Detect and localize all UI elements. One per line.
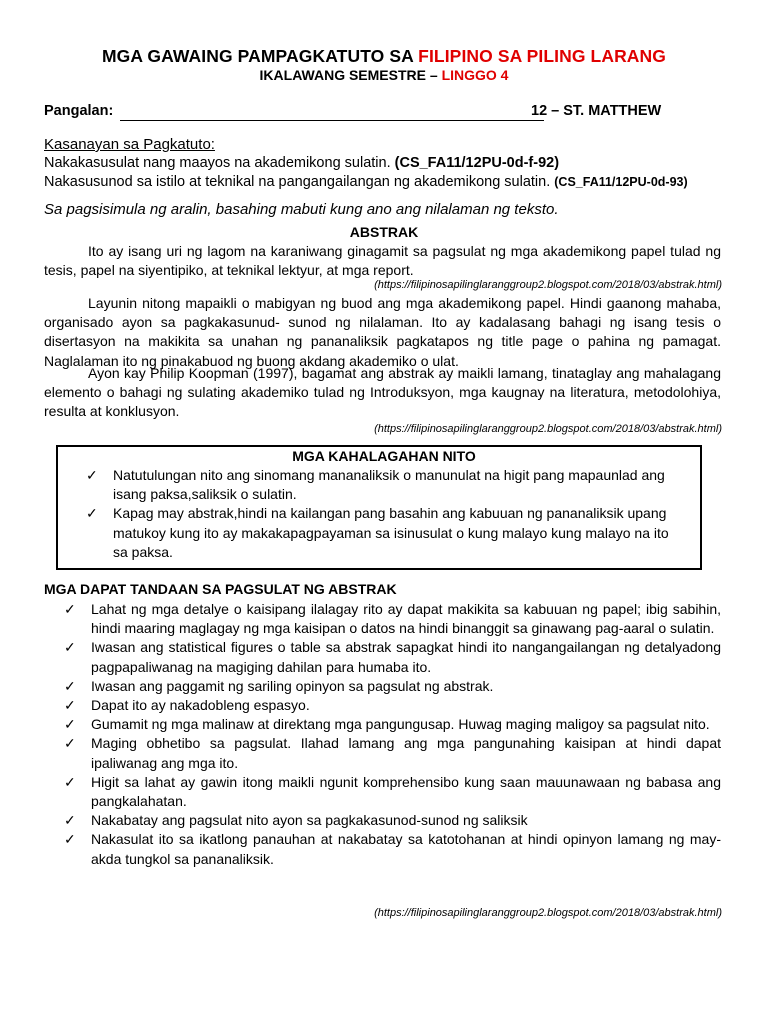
list-item: ✓ Nakasulat ito sa ikatlong panauhan at nakabatay sa katotohanan at hindi opinyon lamang ng may-akda tungkol sa pananaliksik. xyxy=(64,831,721,867)
list-item: ✓ Natutulungan nito ang sinomang mananaliksik o manunulat na higit pang mapaunlad ang isang paksa,saliksik o sulatin. xyxy=(86,467,665,503)
list-item: ✓ Iwasan ang paggamit ng sariling opinyon sa pagsulat ng abstrak. xyxy=(64,677,721,696)
worksheet-title xyxy=(0,46,768,67)
abstrak-paragraph-1: Ito ay isang uri ng lagom na karaniwang ginagamit sa pagsulat ng mga akademikong papel tulad ng tesis, papel na siyentipiko, at teknikal lektyur, at mga report. xyxy=(44,243,721,279)
subtitle-week: LINGGO 4 xyxy=(441,67,509,83)
competency-item: Nakasusunod sa istilo at teknikal na pangangailangan ng akademikong sulatin. (CS_FA11/12PU-0d-93) xyxy=(44,174,688,190)
title-subject: FILIPINO SA PILING LARANG xyxy=(418,46,666,66)
competency-code: (CS_FA11/12PU-0d-93) xyxy=(554,175,688,189)
source-citation: (https://filipinosapilinglaranggroup2.blogspot.com/2018/03/abstrak.html) xyxy=(374,907,722,919)
source-citation: (https://filipinosapilinglaranggroup2.blogspot.com/2018/03/abstrak.html) xyxy=(374,423,722,435)
competency-code: (CS_FA11/12PU-0d-f-92) xyxy=(394,155,560,171)
name-blank-line[interactable] xyxy=(120,103,544,121)
abstrak-paragraph-3: Ayon kay Philip Koopman (1997), bagamat ang abstrak ay maikli lamang, tinataglay ang mahalagang elemento o bahagi ng sulating akademiko tulad ng Introduksyon, mga kaugnay na literatura, metodolohiya, resulta at konklusyon. xyxy=(44,365,721,420)
source-citation: (https://filipinosapilinglaranggroup2.blogspot.com/2018/03/abstrak.html) xyxy=(374,279,722,291)
checkmark-icon: ✓ xyxy=(64,677,76,694)
checkmark-icon: ✓ xyxy=(64,716,76,733)
section-label: 12 – ST. MATTHEW xyxy=(531,103,662,119)
list-item: ✓ Kapag may abstrak,hindi na kailangan pang basahin ang kabuuan ng pananaliksik upang matukoy kung ito ay makakapagpayaman sa isinusulat o kung malayo kung malayo na ito sa paksa. xyxy=(86,505,669,560)
checkmark-icon: ✓ xyxy=(86,505,98,522)
abstrak-heading: ABSTRAK xyxy=(349,224,419,240)
list-item: ✓ Iwasan ang statistical figures o table sa abstrak sapagkat hindi ito nangangailangan ng detalyadong pagpapaliwanag na magiging dahilan para humaba ito. xyxy=(64,639,721,675)
list-item: ✓ Dapat ito ay nakadobleng espasyo. xyxy=(64,696,721,715)
worksheet-subtitle xyxy=(0,67,768,83)
competencies-heading: Kasanayan sa Pagkatuto: xyxy=(44,136,215,153)
checkmark-icon: ✓ xyxy=(64,831,76,848)
rules-list xyxy=(64,600,721,869)
checkmark-icon: ✓ xyxy=(64,697,76,714)
title-main: MGA GAWAING PAMPAGKATUTO SA xyxy=(101,46,419,66)
importance-heading: MGA KAHALAGAHAN NITO xyxy=(292,448,476,464)
subtitle-semester: IKALAWANG SEMESTRE – xyxy=(259,67,442,83)
list-item: ✓ Higit sa lahat ay gawin itong maikli ngunit komprehensibo kung saan mauunawaan ng babasa ang pangkalahatan. xyxy=(64,773,721,810)
abstrak-paragraph-2: Layunin nitong mapaikli o mabigyan ng buod ang mga akademikong papel. Hindi gaanong mahaba, organisado ayon sa pagkakasunud- sunod ng nilalaman. Ito ay kadalasang bahagi ng isang tesis o disertasyon na makikita sa unahan ng pananaliksik pagkatapos ng title page o pahina ng pamagat. Naglalaman ito ng pinakabuod ng buong akdang akademiko o ulat. xyxy=(44,295,721,369)
list-item: ✓ Lahat ng mga detalye o kaisipang ilalagay rito ay dapat makikita sa kabuuan ng papel; ibig sabihin, hindi maaring maglagay ng mga kaisipan o datos na hindi binanggit sa ginawang pag-aaral o sulatin. xyxy=(64,601,721,637)
checkmark-icon: ✓ xyxy=(64,639,76,656)
list-item: ✓ Nakabatay ang pagsulat nito ayon sa pagkakasunod-sunod ng saliksik xyxy=(64,811,721,830)
rules-heading: MGA DAPAT TANDAAN SA PAGSULAT NG ABSTRAK xyxy=(44,581,397,597)
checkmark-icon: ✓ xyxy=(64,601,76,617)
list-item: ✓ Maging obhetibo sa pagsulat. Ilahad lamang ang mga pangunahing kaisipan at hindi dapat ipaliwanag ang mga ito. xyxy=(64,735,721,771)
checkmark-icon: ✓ xyxy=(86,467,98,483)
importance-list xyxy=(86,466,671,562)
competency-item: Nakakasusulat nang maayos na akademikong sulatin. (CS_FA11/12PU-0d-f-92) xyxy=(44,155,560,171)
list-item: ✓ Gumamit ng mga malinaw at direktang mga pangungusap. Huwag maging maligoy sa pagsulat nito. xyxy=(64,715,721,734)
checkmark-icon: ✓ xyxy=(64,812,76,829)
name-label: Pangalan: xyxy=(44,103,114,119)
checkmark-icon: ✓ xyxy=(64,773,76,790)
intro-instruction: Sa pagsisimula ng aralin, basahing mabuti kung ano ang nilalaman ng teksto. xyxy=(44,201,559,218)
checkmark-icon: ✓ xyxy=(64,735,76,752)
